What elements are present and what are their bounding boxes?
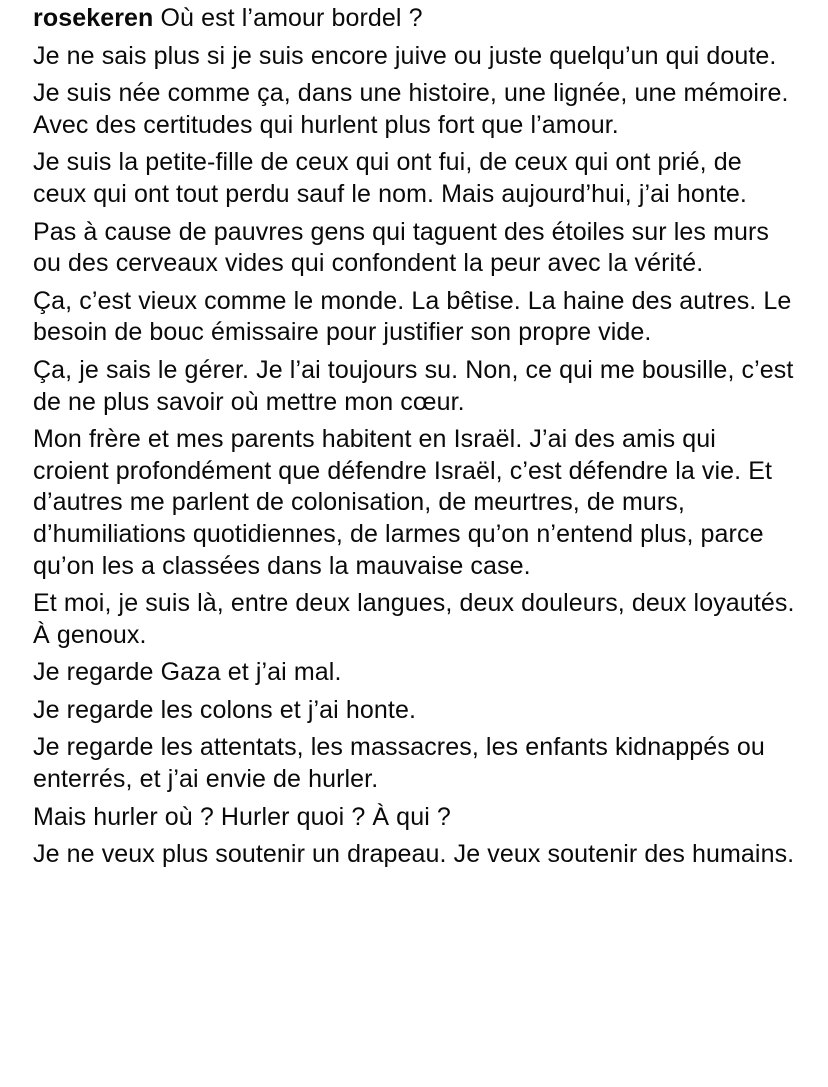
caption-paragraph: Je suis la petite-fille de ceux qui ont fui, de ceux qui ont prié, de ceux qui ont tout perdu sauf le nom. Mais aujourd’hui, j’ai honte.: [33, 148, 747, 208]
caption-paragraph: Je regarde les attentats, les massacres, les enfants kidnappés ou enterrés, et j’ai envie de hurler.: [33, 733, 765, 794]
caption-first-line: [33, 3, 798, 35]
caption-paragraph: Mais hurler où ? Hurler quoi ? À qui ?: [33, 802, 451, 831]
caption-paragraph: Je ne sais plus si je suis encore juive ou juste quelqu’un qui doute.: [33, 41, 777, 70]
caption-paragraph: Et moi, je suis là, entre deux langues, deux douleurs, deux loyautés. À genoux.: [33, 589, 795, 649]
caption-paragraph: Ça, c’est vieux comme le monde. La bêtise. La haine des autres. Le besoin de bouc émissaire pour justifier son propre vide.: [33, 286, 792, 347]
caption-paragraph: Je ne veux plus soutenir un drapeau. Je veux soutenir des humains.: [33, 840, 795, 869]
caption-paragraph: Je suis née comme ça, dans une histoire, une lignée, une mémoire. Avec des certitudes qui hurlent plus fort que l’amour.: [33, 79, 789, 139]
username[interactable]: rosekeren: [33, 4, 154, 32]
caption-paragraph: Mon frère et mes parents habitent en Israël. J’ai des amis qui croient profondément que défendre Israël, c’est défendre la vie. Et d’autres me parlent de colonisation, de meurtres, de murs, d’humiliations quotidiennes, de larmes qu’on n’entend plus, parce qu’on les a classées dans la mauvaise case.: [33, 425, 773, 580]
caption-title: Où est l’amour bordel ?: [160, 4, 423, 32]
caption-paragraph: Pas à cause de pauvres gens qui taguent des étoiles sur les murs ou des cerveaux vides qui confondent la peur avec la vérité.: [33, 217, 769, 278]
caption-paragraph: Je regarde Gaza et j’ai mal.: [33, 658, 342, 687]
post-caption: [33, 3, 798, 877]
caption-paragraph: Je regarde les colons et j’ai honte.: [33, 695, 416, 724]
caption-paragraph: Ça, je sais le gérer. Je l’ai toujours su. Non, ce qui me bousille, c’est de ne plus savoir où mettre mon cœur.: [33, 355, 794, 416]
